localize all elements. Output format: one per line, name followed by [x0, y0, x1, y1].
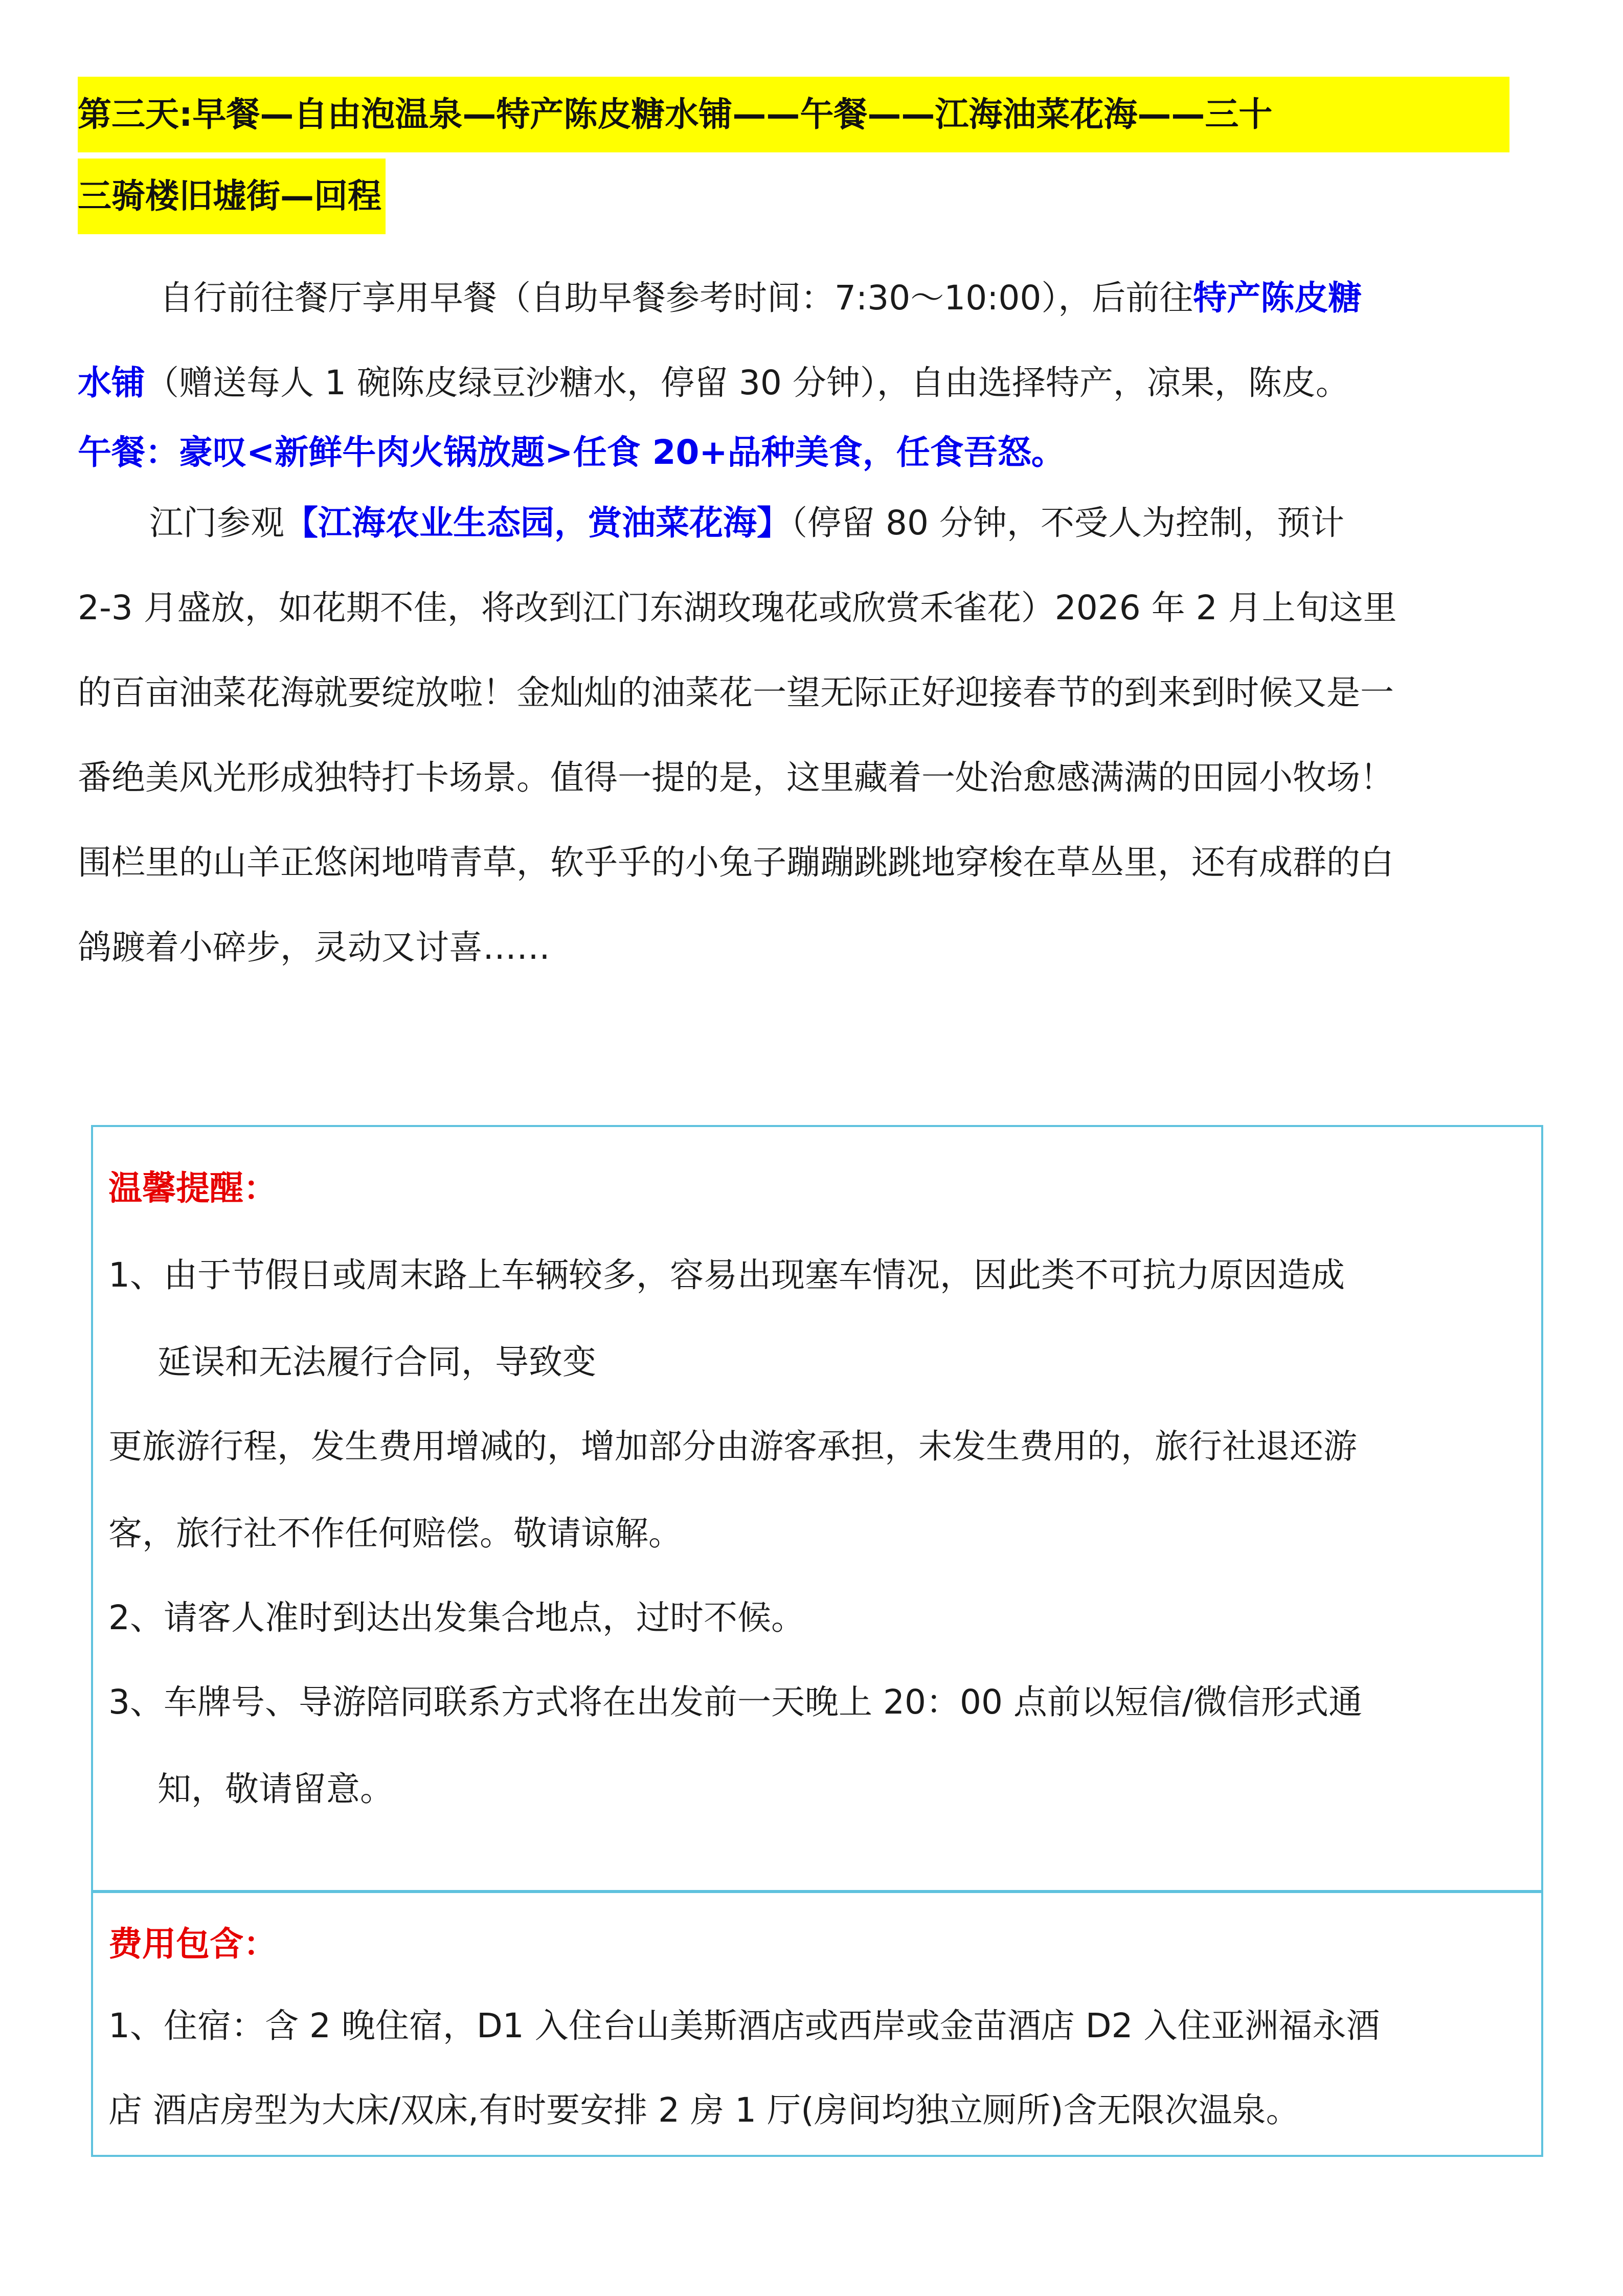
reminder-item-1-line-4: 客，旅行社不作任何赔偿。敬请谅解。 — [108, 1514, 682, 1553]
day-heading-line-2: 三骑楼旧墟街—回程 — [78, 159, 386, 234]
jiangmen-line-3: 的百亩油菜花海就要绽放啦！金灿灿的油菜花一望无际正好迎接春节的到来到时候又是一 — [78, 673, 1394, 712]
reminder-title: 温馨提醒： — [108, 1168, 277, 1208]
reminder-box — [91, 1125, 1543, 1892]
dessert-shop-highlight-1: 特产陈皮糖 — [1193, 278, 1362, 318]
reminder-item-1-line-2: 延误和无法履行合同，导致变 — [157, 1342, 596, 1382]
lunch-line: 午餐：豪叹<新鲜牛肉火锅放题>任食 20+品种美食，任食吾怒。 — [78, 433, 1065, 472]
fees-item-1-line-1: 1、住宿：含 2 晚住宿，D1 入住台山美斯酒店或西岸或金苗酒店 D2 入住亚洲福永酒 — [108, 2006, 1380, 2045]
reminder-item-3-line-1: 3、车牌号、导游陪同联系方式将在出发前一天晚上 20：00 点前以短信/微信形式通 — [108, 1682, 1363, 1722]
jiangmen-line-6: 鸽踱着小碎步，灵动又讨喜…… — [78, 928, 550, 967]
reminder-item-3-line-2: 知，敬请留意。 — [157, 1769, 394, 1809]
reminder-item-2: 2、请客人准时到达出发集合地点，过时不候。 — [108, 1598, 805, 1637]
jiangmen-line-2: 2-3 月盛放，如花期不佳，将改到江门东湖玫瑰花或欣赏禾雀花）2026 年 2 月上旬这里 — [78, 588, 1397, 627]
breakfast-paragraph — [78, 256, 1540, 425]
day-three-heading — [78, 77, 1540, 234]
dessert-shop-highlight-2: 水铺 — [78, 363, 145, 402]
jiangmen-lead: 江门参观 — [149, 503, 284, 543]
jiangmen-rest: （停留 80 分钟，不受人为控制，预计 — [791, 503, 1344, 543]
ecopark-highlight: 【江海农业生态园，赏油菜花海】 — [284, 503, 791, 543]
fees-item-1-line-2: 店 酒店房型为大床/双床,有时要安排 2 房 1 厅(房间均独立厕所)含无限次温泉。 — [108, 2090, 1300, 2130]
jiangmen-line-5: 围栏里的山羊正悠闲地啃青草，软乎乎的小兔子蹦蹦跳跳地穿梭在草丛里，还有成群的白 — [78, 843, 1394, 882]
breakfast-text-1: 自行前往餐厅享用早餐（自助早餐参考时间：7:30～10:00），后前往 — [160, 278, 1193, 318]
fees-title: 费用包含： — [108, 1924, 277, 1964]
breakfast-text-2: （赠送每人 1 碗陈皮绿豆沙糖水，停留 30 分钟），自由选择特产，凉果，陈皮。 — [145, 363, 1349, 402]
reminder-item-1-line-3: 更旅游行程，发生费用增减的，增加部分由游客承担，未发生费用的，旅行社退还游 — [108, 1427, 1357, 1466]
day-heading-line-1: 第三天:早餐—自由泡温泉—特产陈皮糖水铺——午餐——江海油菜花海——三十 — [78, 77, 1509, 152]
jiangmen-line-4: 番绝美风光形成独特打卡场景。值得一提的是，这里藏着一处治愈感满满的田园小牧场！ — [78, 758, 1394, 797]
reminder-item-1-line-1: 1、由于节假日或周末路上车辆较多，容易出现塞车情况，因此类不可抗力原因造成 — [108, 1255, 1345, 1295]
fees-box — [91, 1891, 1543, 2157]
jiangmen-paragraph — [78, 481, 1540, 990]
